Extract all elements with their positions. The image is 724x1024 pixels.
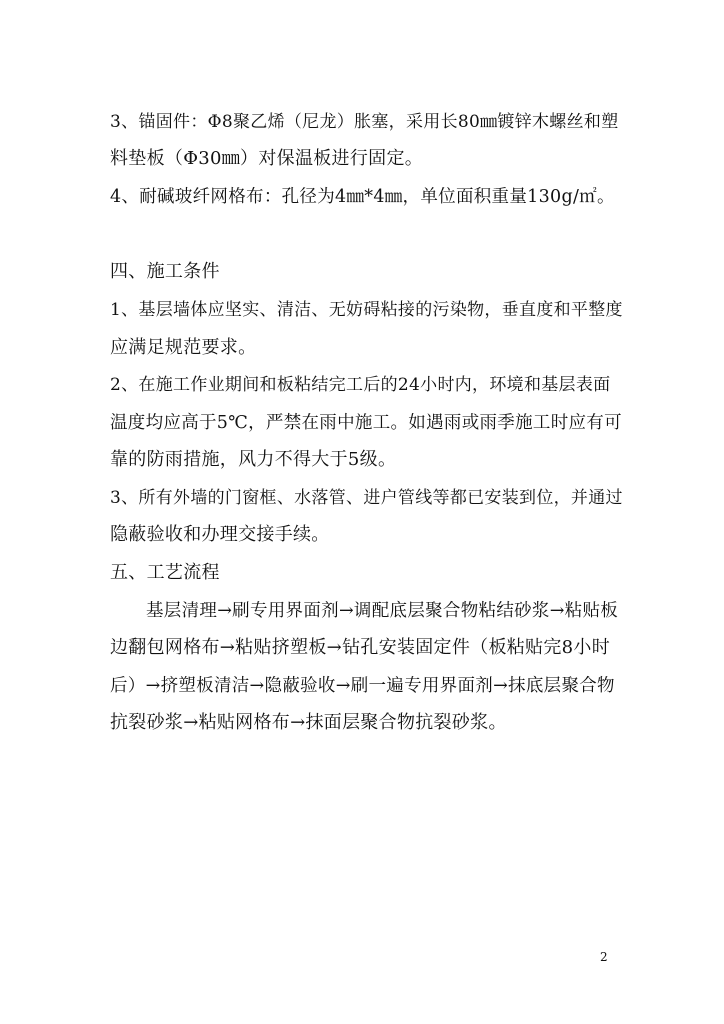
section-4-item-3-line-1: 3、所有外墙的门窗框、水落管、进户管线等都已安装到位，并通过 xyxy=(110,488,623,508)
section-5-heading: 五、工艺流程 xyxy=(110,562,220,583)
section-4-item-2-line-1: 2、在施工作业期间和板粘结完工后的24小时内，环境和基层表面 xyxy=(110,375,611,395)
process-flow-line-2: 边翻包网格布→粘贴挤塑板→钻孔安装固定件（板粘贴完8小时 xyxy=(110,637,611,658)
process-flow-line-4: 抗裂砂浆→粘贴网格布→抹面层聚合物抗裂砂浆。 xyxy=(110,712,507,733)
section-4-item-2-line-2: 温度均应高于5℃，严禁在雨中施工。如遇雨或雨季施工时应有可 xyxy=(110,413,622,433)
process-flow-line-1: 基层清理→刷专用界面剂→调配底层聚合物粘结砂浆→粘贴板 xyxy=(146,601,619,621)
materials-item-3-line-2: 料垫板（Φ30㎜）对保温板进行固定。 xyxy=(110,148,424,169)
section-4-item-1-line-1: 1、基层墙体应坚实、清洁、无妨碍粘接的污染物，垂直度和平整度 xyxy=(110,300,623,320)
page-number: 2 xyxy=(600,950,608,964)
section-4-item-1-line-2: 应满足规范要求。 xyxy=(110,337,257,358)
section-4-heading: 四、施工条件 xyxy=(110,261,220,282)
process-flow-line-3: 后）→挤塑板清洁→隐蔽验收→刷一遍专用界面剂→抹底层聚合物 xyxy=(110,676,615,696)
section-4-item-2-line-3: 靠的防雨措施，风力不得大于5级。 xyxy=(110,449,397,470)
section-4-item-3-line-2: 隐蔽验收和办理交接手续。 xyxy=(110,524,330,545)
materials-item-3-line-1: 3、锚固件：Φ8聚乙烯（尼龙）胀塞，采用长80㎜镀锌木螺丝和塑 xyxy=(110,112,619,132)
materials-item-4: 4、耐碱玻纤网格布：孔径为4㎜*4㎜，单位面积重量130g/㎡。 xyxy=(110,187,615,207)
